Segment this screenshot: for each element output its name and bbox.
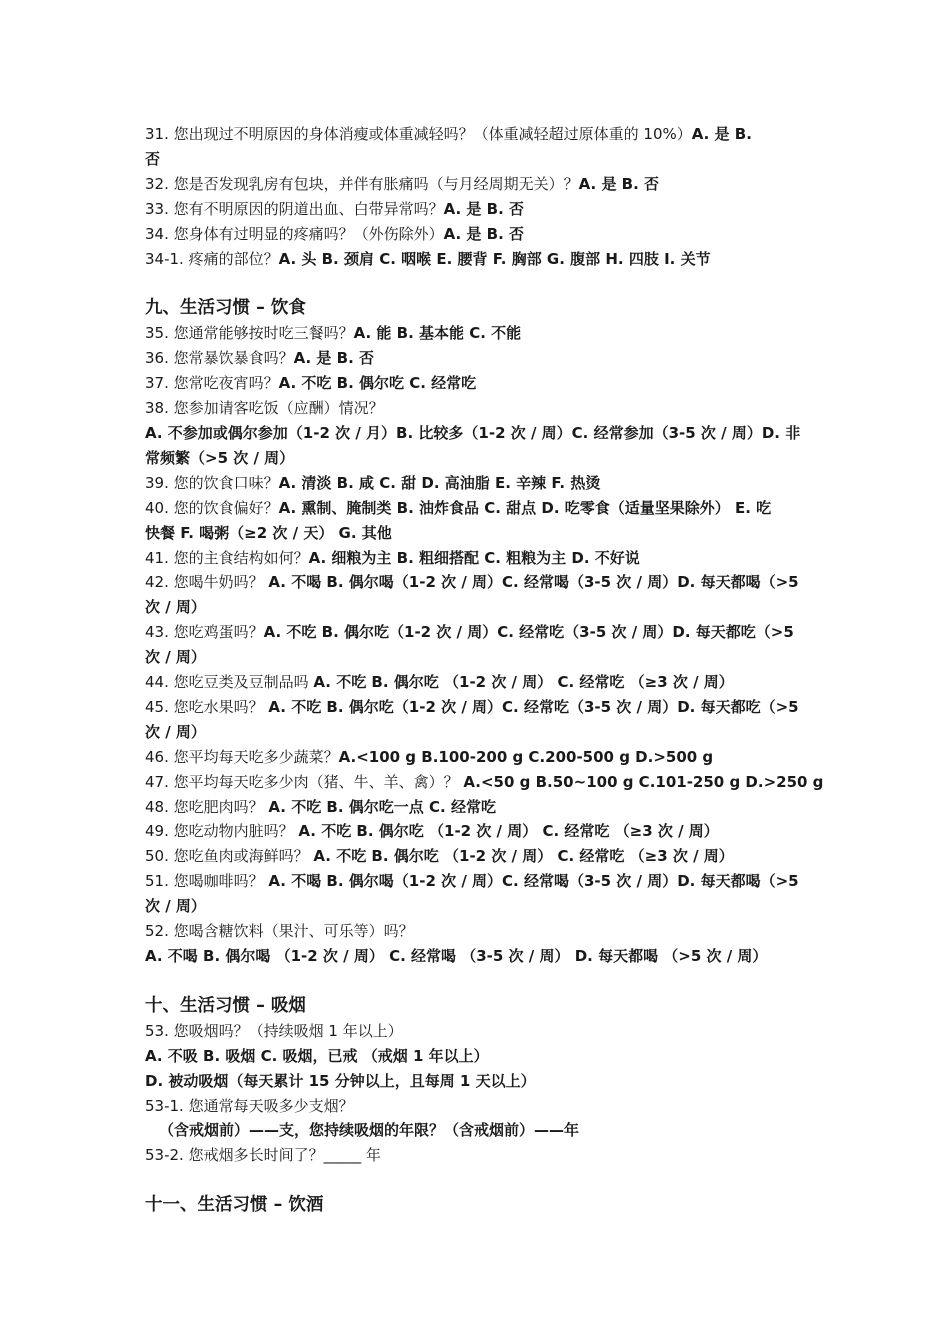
question-text: 51. 您喝咖啡吗？	[145, 872, 269, 891]
options-line	[145, 147, 825, 172]
question-line	[145, 496, 825, 521]
question-line	[145, 172, 825, 197]
answer-options: A. 是 B.	[691, 125, 752, 143]
answer-options: A. 不吃 B. 偶尔吃 （1-2 次 / 周） C. 经常吃 （≥3 次 / 周）	[313, 673, 734, 692]
answer-options: A. 清淡 B. 咸 C. 甜 D. 高油脂 E. 辛辣 F. 热烫	[278, 473, 601, 492]
question-text: 32. 您是否发现乳房有包块，并伴有胀痛吗（与月经周期无关）？	[145, 174, 579, 193]
question-line	[145, 1094, 825, 1119]
question-text: 44. 您吃豆类及豆制品吗	[145, 673, 314, 692]
question-text: 39. 您的饮食口味？	[145, 473, 279, 492]
question-line	[145, 869, 825, 894]
question-text: 47. 您平均每天吃多少肉（猪、牛、羊、禽）？	[145, 772, 464, 791]
answer-options: （含戒烟前）——支，您持续吸烟的年限？（含戒烟前）——年	[159, 1121, 580, 1140]
answer-options: A. 是 B. 否	[443, 199, 525, 218]
answer-options: A. 熏制、腌制类 B. 油炸食品 C. 甜点 D. 吃零食（适量坚果除外） E. 吃	[278, 498, 772, 517]
question-line	[145, 670, 825, 695]
answer-options: A. 不喝 B. 偶尔喝 （1-2 次 / 周） C. 经常喝 （3-5 次 / 周） D. 每天都喝 （>5 次 / 周）	[145, 947, 768, 965]
options-line	[145, 720, 825, 745]
question-text: 42. 您喝牛奶吗？	[145, 573, 269, 592]
answer-options: A. 能 B. 基本能 C. 不能	[353, 324, 522, 343]
question-line	[145, 321, 825, 346]
question-text: 43. 您吃鸡蛋吗？	[145, 623, 264, 642]
question-text: 34-1. 疼痛的部位？	[145, 249, 279, 268]
question-line	[145, 471, 825, 496]
question-line	[145, 371, 825, 396]
answer-options: A. 不喝 B. 偶尔喝（1-2 次 / 周）C. 经常喝（3-5 次 / 周）D. 每天都喝（>5	[268, 872, 799, 891]
question-text: 46. 您平均每天吃多少蔬菜？	[145, 747, 339, 766]
answer-options: A.<100 g B.100-200 g C.200-500 g D.>500 g	[338, 747, 714, 766]
question-text: 52. 您喝含糖饮料（果汁、可乐等）吗？	[145, 922, 414, 941]
answer-options: 次 / 周）	[145, 897, 206, 916]
question-text: 37. 您常吃夜宵吗？	[145, 374, 279, 393]
question-line	[145, 819, 825, 844]
question-text: 49. 您吃动物内脏吗？	[145, 822, 299, 841]
question-text: 45. 您吃水果吗？	[145, 697, 269, 716]
answer-options: D. 被动吸烟（每天累计 15 分钟以上，且每周 1 天以上）	[145, 1071, 536, 1090]
section-heading: 十、生活习惯 – 吸烟	[145, 995, 306, 1016]
question-line	[145, 197, 825, 222]
section-heading: 九、生活习惯 – 饮食	[145, 298, 306, 319]
options-line	[145, 521, 825, 546]
options-line	[145, 446, 825, 471]
options-line	[145, 421, 825, 446]
question-line	[145, 919, 825, 944]
options-line	[145, 645, 825, 670]
question-line	[145, 795, 825, 820]
question-text: 53-1. 您通常每天吸多少支烟？	[145, 1096, 354, 1115]
answer-options: 次 / 周）	[145, 722, 206, 741]
options-line	[145, 944, 825, 969]
question-line	[145, 745, 825, 770]
question-line	[145, 247, 825, 272]
question-text: 50. 您吃鱼肉或海鲜吗？	[145, 847, 314, 866]
question-line	[145, 770, 825, 795]
question-line	[145, 695, 825, 720]
question-line	[145, 346, 825, 371]
questionnaire-page	[145, 122, 825, 1218]
options-line	[145, 1044, 825, 1069]
question-text: 41. 您的主食结构如何？	[145, 548, 309, 567]
question-text: 36. 您常暴饮暴食吗？	[145, 349, 294, 368]
answer-options: 否	[145, 149, 161, 168]
question-line	[145, 546, 825, 571]
answer-options: 快餐 F. 喝粥（≥2 次 / 天） G. 其他	[145, 523, 392, 542]
question-text: 38. 您参加请客吃饭（应酬）情况？	[145, 399, 384, 418]
question-text: 53. 您吸烟吗？（持续吸烟 1 年以上）	[145, 1021, 403, 1040]
answer-options: A.<50 g B.50~100 g C.101-250 g D.>250 g	[463, 772, 824, 791]
question-line	[145, 122, 825, 147]
question-text: 48. 您吃肥肉吗？	[145, 797, 269, 816]
question-line	[145, 570, 825, 595]
answer-options: A. 是 B. 否	[293, 349, 375, 368]
answer-options: 次 / 周）	[145, 598, 206, 617]
question-text: 31. 您出现过不明原因的身体消瘦或体重减轻吗？（体重减轻超过原体重的 10%）	[145, 125, 692, 143]
options-line	[145, 595, 825, 620]
question-line	[145, 396, 825, 421]
question-text: 35. 您通常能够按时吃三餐吗？	[145, 324, 354, 343]
options-line	[145, 1118, 825, 1143]
question-text: 34. 您身体有过明显的疼痛吗？（外伤除外）	[145, 224, 444, 243]
section-spacer	[145, 1168, 825, 1193]
answer-options: A. 不吃 B. 偶尔吃（1-2 次 / 周）C. 经常吃（3-5 次 / 周）D. 每天都吃（>5	[263, 623, 794, 642]
answer-options: A. 不吃 B. 偶尔吃 （1-2 次 / 周） C. 经常吃 （≥3 次 / 周）	[298, 822, 719, 841]
question-text: 33. 您有不明原因的阴道出血、白带异常吗？	[145, 199, 444, 218]
answer-options: A. 不吃 B. 偶尔吃（1-2 次 / 周）C. 经常吃（3-5 次 / 周）D. 每天都吃（>5	[268, 697, 799, 716]
question-line	[145, 620, 825, 645]
question-line	[145, 222, 825, 247]
answer-options: A. 是 B. 否	[443, 224, 525, 243]
answer-options: A. 细粮为主 B. 粗细搭配 C. 粗粮为主 D. 不好说	[308, 548, 640, 567]
question-line	[145, 1143, 825, 1168]
answer-options: A. 头 B. 颈肩 C. 咽喉 E. 腰背 F. 胸部 G. 腹部 H. 四肢 I. 关节	[278, 249, 711, 268]
answer-options: A. 不吃 B. 偶尔吃 C. 经常吃	[278, 374, 477, 393]
answer-options: A. 不参加或偶尔参加（1-2 次 / 月）B. 比较多（1-2 次 / 周）C. 经常参加（3-5 次 / 周）D. 非	[145, 423, 801, 442]
answer-options: A. 不吸 B. 吸烟 C. 吸烟，已戒 （戒烟 1 年以上）	[145, 1046, 489, 1065]
options-line	[145, 1069, 825, 1094]
question-line	[145, 1019, 825, 1044]
answer-options: A. 不喝 B. 偶尔喝（1-2 次 / 周）C. 经常喝（3-5 次 / 周）D. 每天都喝（>5	[268, 573, 799, 592]
answer-options: 次 / 周）	[145, 648, 206, 667]
answer-options: A. 是 B. 否	[578, 174, 660, 193]
answer-options: A. 不吃 B. 偶尔吃 （1-2 次 / 周） C. 经常吃 （≥3 次 / 周）	[313, 847, 734, 866]
options-line	[145, 894, 825, 919]
section-spacer	[145, 969, 825, 994]
question-text: 53-2. 您戒烟多长时间了？_____ 年	[145, 1146, 381, 1165]
question-text: 40. 您的饮食偏好？	[145, 498, 279, 517]
question-line	[145, 844, 825, 869]
answer-options: 常频繁（>5 次 / 周）	[145, 448, 295, 467]
section-spacer	[145, 271, 825, 296]
answer-options: A. 不吃 B. 偶尔吃一点 C. 经常吃	[268, 797, 496, 816]
section-heading: 十一、生活习惯 – 饮酒	[145, 1195, 324, 1216]
